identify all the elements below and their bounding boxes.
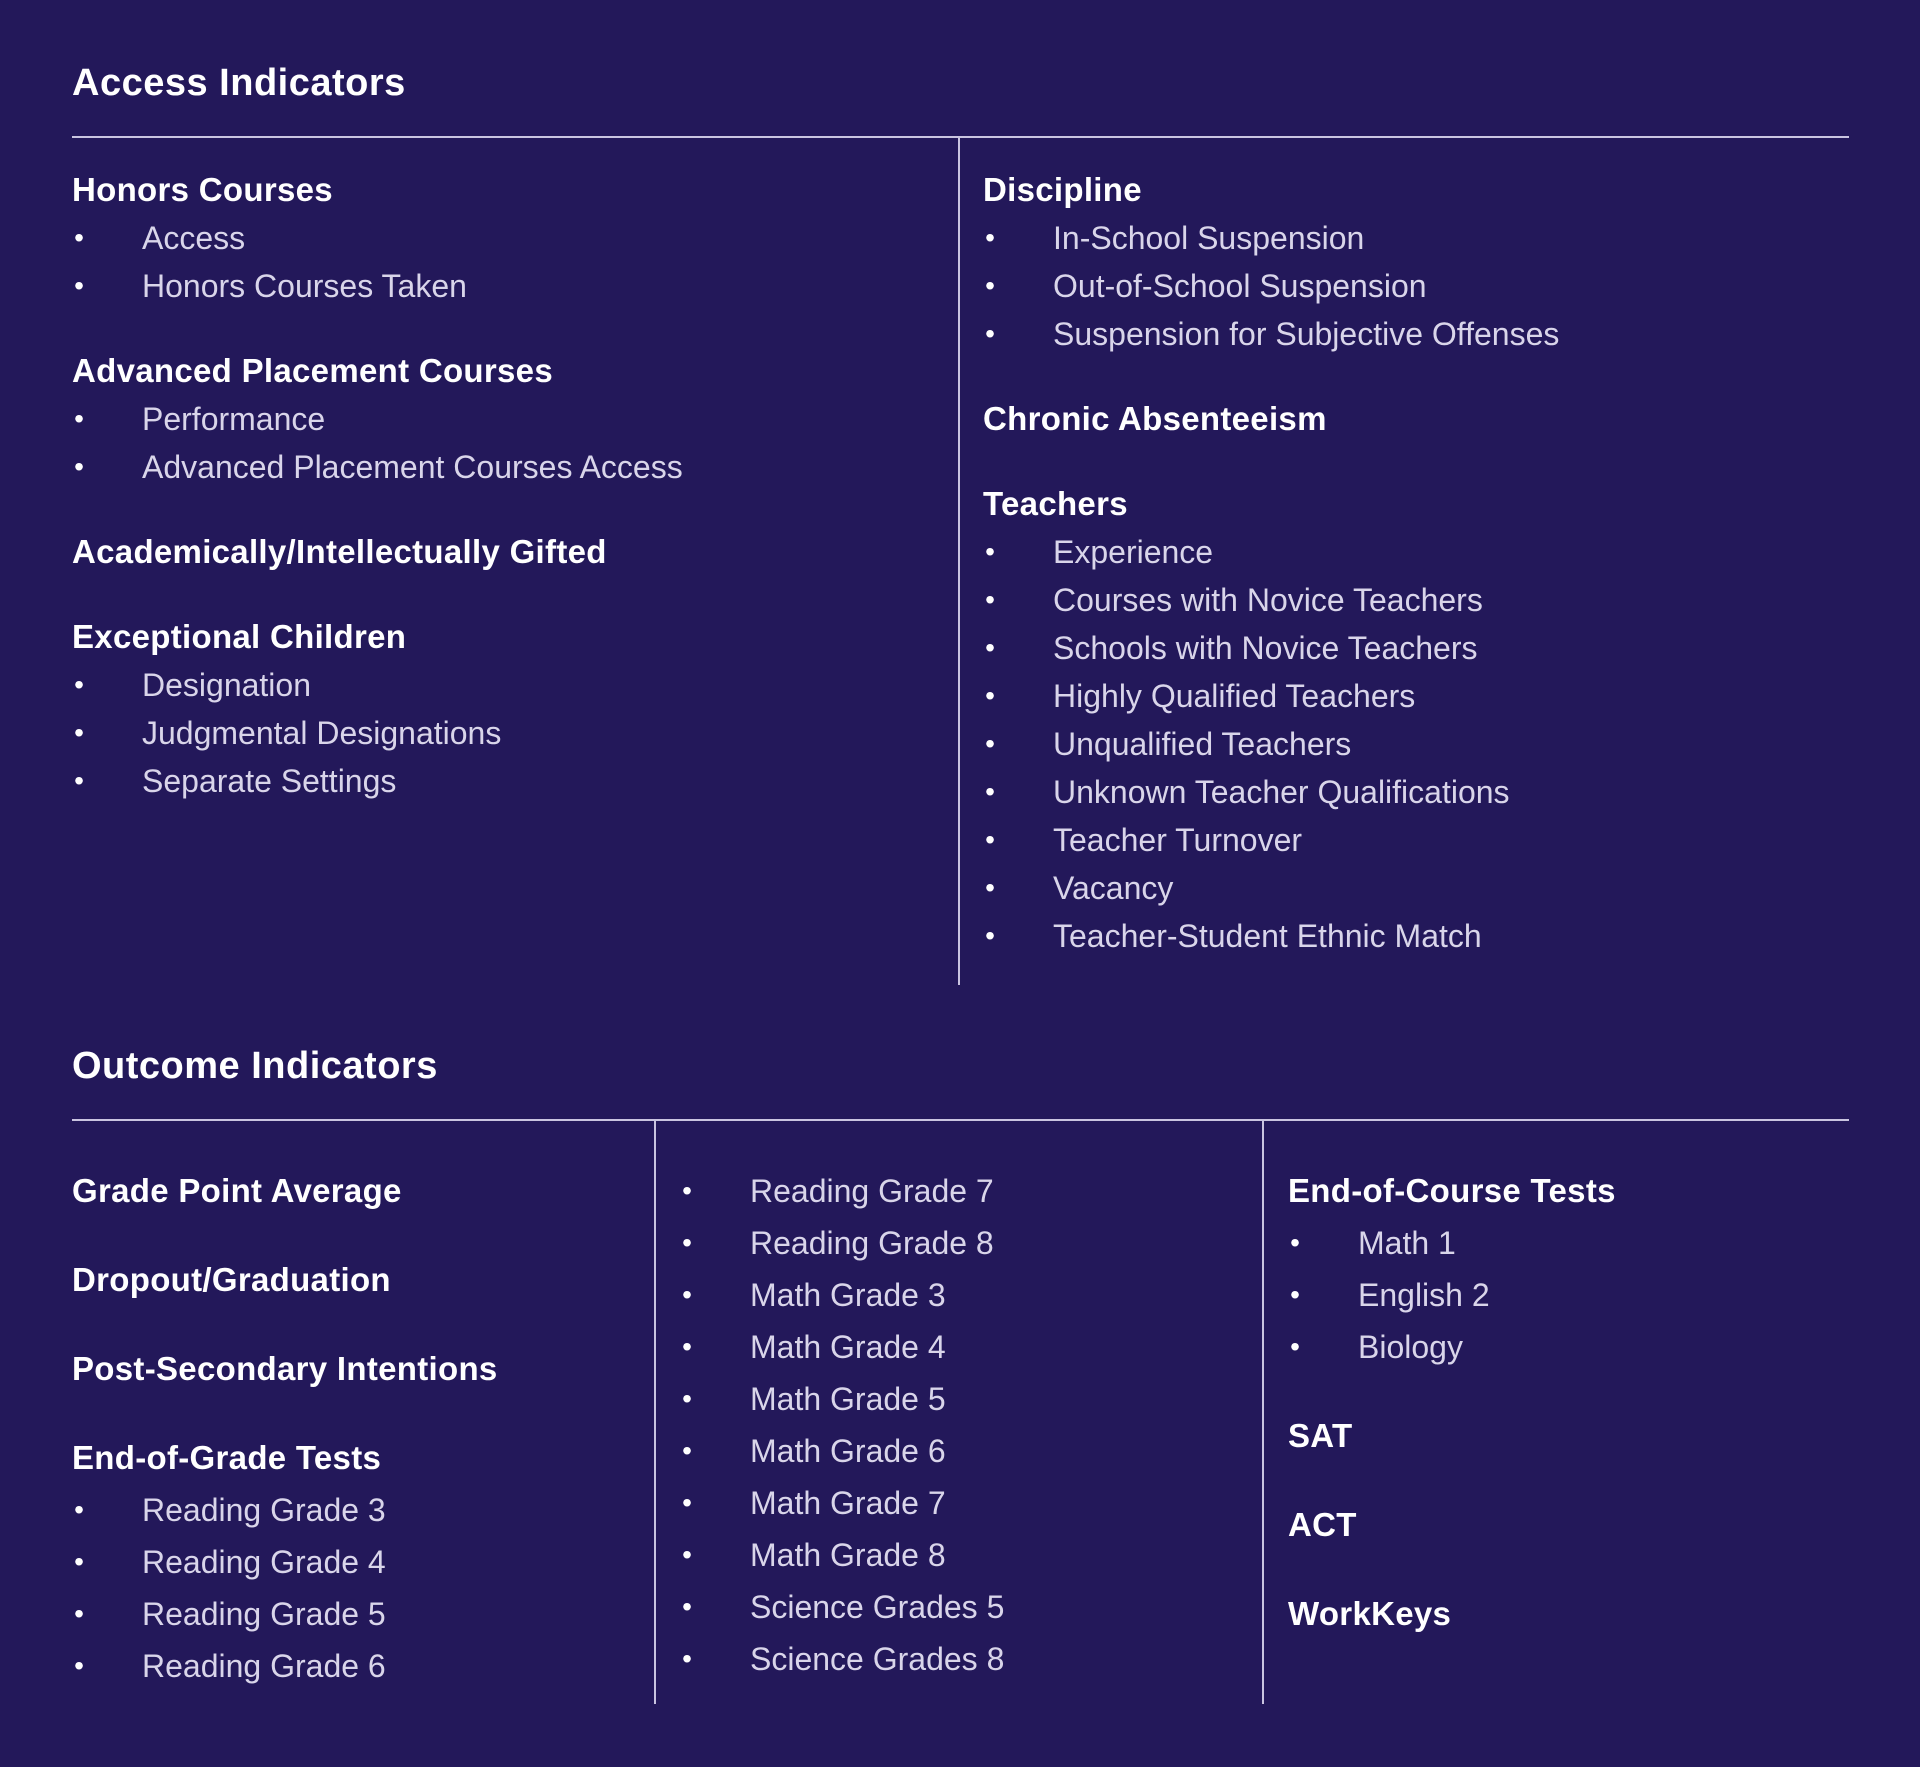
indicator-group-exceptional-children	[72, 613, 932, 805]
list-item	[72, 1588, 642, 1640]
list-item-label: Courses with Novice Teachers	[1053, 582, 1483, 618]
group-heading: Grade Point Average	[72, 1172, 402, 1209]
list-item-label: Math Grade 5	[750, 1381, 946, 1417]
indicator-list	[983, 528, 1863, 960]
list-item-label: Highly Qualified Teachers	[1053, 678, 1416, 714]
bullet-icon: •	[682, 1175, 692, 1206]
list-item	[983, 576, 1863, 624]
group-spacer	[1288, 1462, 1858, 1499]
bullet-icon: •	[985, 680, 995, 711]
list-item	[983, 768, 1863, 816]
list-item	[983, 816, 1863, 864]
list-item	[983, 310, 1863, 358]
group-heading: ACT	[1288, 1506, 1357, 1543]
bullet-icon: •	[985, 318, 995, 349]
bullet-icon: •	[985, 872, 995, 903]
list-item	[680, 1373, 1250, 1425]
list-item	[680, 1633, 1250, 1685]
list-item	[72, 1640, 642, 1692]
group-heading: Dropout/Graduation	[72, 1261, 391, 1298]
bullet-icon: •	[682, 1227, 692, 1258]
group-spacer	[983, 358, 1863, 395]
access-divider	[72, 136, 1849, 138]
bullet-icon: •	[1290, 1227, 1300, 1258]
outcome-section-title: Outcome Indicators	[72, 1045, 438, 1087]
group-heading: End-of-Course Tests	[1288, 1172, 1616, 1209]
group-heading: WorkKeys	[1288, 1595, 1452, 1632]
list-item-label: Honors Courses Taken	[142, 268, 467, 304]
bullet-icon: •	[74, 222, 84, 253]
list-item-label: Reading Grade 4	[142, 1544, 386, 1580]
group-spacer	[1288, 1373, 1858, 1410]
bullet-icon: •	[74, 765, 84, 796]
bullet-icon: •	[74, 1598, 84, 1629]
access-section-title: Access Indicators	[72, 62, 406, 104]
indicator-group-discipline	[983, 166, 1863, 358]
indicator-list	[72, 395, 932, 491]
list-item-label: Access	[142, 220, 246, 256]
group-heading: Discipline	[983, 171, 1142, 208]
list-item-label: Suspension for Subjective Offenses	[1053, 316, 1560, 352]
bullet-icon: •	[682, 1487, 692, 1518]
list-item	[680, 1269, 1250, 1321]
list-item	[72, 1536, 642, 1588]
list-item-label: Separate Settings	[142, 763, 397, 799]
list-item	[680, 1425, 1250, 1477]
list-item	[72, 1484, 642, 1536]
list-item-label: Math Grade 4	[750, 1329, 946, 1365]
list-item	[72, 757, 932, 805]
list-item	[983, 528, 1863, 576]
bullet-icon: •	[74, 1650, 84, 1681]
bullet-icon: •	[74, 403, 84, 434]
list-item-label: Vacancy	[1053, 870, 1174, 906]
bullet-icon: •	[682, 1383, 692, 1414]
list-item	[680, 1217, 1250, 1269]
bullet-icon: •	[74, 669, 84, 700]
bullet-icon: •	[74, 1546, 84, 1577]
list-item-label: Math 1	[1358, 1225, 1456, 1261]
list-item-label: Unknown Teacher Qualifications	[1053, 774, 1510, 810]
list-item-label: Designation	[142, 667, 311, 703]
list-item	[983, 624, 1863, 672]
indicator-list	[680, 1165, 1250, 1685]
bullet-icon: •	[985, 222, 995, 253]
indicator-group-teachers	[983, 480, 1863, 960]
group-heading: Exceptional Children	[72, 618, 407, 655]
group-heading: SAT	[1288, 1417, 1353, 1454]
bullet-icon: •	[1290, 1331, 1300, 1362]
bullet-icon: •	[985, 270, 995, 301]
list-item-label: Math Grade 7	[750, 1485, 946, 1521]
group-heading: Chronic Absenteeism	[983, 400, 1327, 437]
bullet-icon: •	[985, 584, 995, 615]
list-item	[1288, 1269, 1858, 1321]
outcome-column-2	[680, 1165, 1250, 1685]
access-column-divider	[958, 138, 960, 985]
group-spacer	[72, 1217, 642, 1254]
list-item-label: Teacher-Student Ethnic Match	[1053, 918, 1482, 954]
list-item-label: Biology	[1358, 1329, 1463, 1365]
bullet-icon: •	[985, 728, 995, 759]
list-item-label: English 2	[1358, 1277, 1490, 1313]
indicator-list	[72, 214, 932, 310]
bullet-icon: •	[74, 1494, 84, 1525]
bullet-icon: •	[985, 776, 995, 807]
access-left-column	[72, 166, 932, 805]
bullet-icon: •	[1290, 1279, 1300, 1310]
list-item-label: Math Grade 3	[750, 1277, 946, 1313]
list-item-label: Reading Grade 5	[142, 1596, 386, 1632]
list-item	[72, 262, 932, 310]
group-heading: Honors Courses	[72, 171, 333, 208]
bullet-icon: •	[74, 451, 84, 482]
group-spacer	[72, 310, 932, 347]
indicator-list	[1288, 1217, 1858, 1373]
indicator-group-academically-intellectually-gifted	[72, 528, 932, 576]
list-item-label: Science Grades 8	[750, 1641, 1005, 1677]
indicator-group-continued	[680, 1165, 1250, 1685]
indicator-group-grade-point-average	[72, 1165, 642, 1217]
group-spacer	[72, 1395, 642, 1432]
list-item	[72, 709, 932, 757]
bullet-icon: •	[74, 270, 84, 301]
list-item-label: Reading Grade 8	[750, 1225, 994, 1261]
list-item-label: Out-of-School Suspension	[1053, 268, 1427, 304]
bullet-icon: •	[682, 1539, 692, 1570]
group-spacer	[1288, 1551, 1858, 1588]
group-heading: Post-Secondary Intentions	[72, 1350, 498, 1387]
group-heading: Advanced Placement Courses	[72, 352, 553, 389]
list-item-label: Math Grade 8	[750, 1537, 946, 1573]
list-item-label: Judgmental Designations	[142, 715, 502, 751]
indicator-group-advanced-placement-courses	[72, 347, 932, 491]
list-item	[983, 912, 1863, 960]
list-item	[72, 214, 932, 262]
access-right-column	[983, 166, 1863, 960]
list-item-label: Teacher Turnover	[1053, 822, 1303, 858]
list-item	[680, 1321, 1250, 1373]
outcome-column-divider-2	[1262, 1121, 1264, 1704]
list-item	[680, 1477, 1250, 1529]
list-item	[983, 864, 1863, 912]
bullet-icon: •	[682, 1331, 692, 1362]
indicator-group-act	[1288, 1499, 1858, 1551]
list-item-label: Reading Grade 3	[142, 1492, 386, 1528]
group-spacer	[72, 576, 932, 613]
bullet-icon: •	[74, 717, 84, 748]
indicator-group-end-of-grade-tests	[72, 1432, 642, 1692]
list-item-label: In-School Suspension	[1053, 220, 1365, 256]
group-spacer	[72, 491, 932, 528]
indicator-group-end-of-course-tests	[1288, 1165, 1858, 1373]
indicator-group-workkeys	[1288, 1588, 1858, 1640]
group-heading: End-of-Grade Tests	[72, 1439, 382, 1476]
list-item-label: Unqualified Teachers	[1053, 726, 1352, 762]
list-item	[1288, 1321, 1858, 1373]
list-item	[983, 214, 1863, 262]
bullet-icon: •	[682, 1435, 692, 1466]
outcome-divider	[72, 1119, 1849, 1121]
indicator-list	[72, 1484, 642, 1692]
list-item-label: Reading Grade 6	[142, 1648, 386, 1684]
list-item	[72, 443, 932, 491]
bullet-icon: •	[985, 920, 995, 951]
list-item-label: Schools with Novice Teachers	[1053, 630, 1478, 666]
list-item	[680, 1529, 1250, 1581]
list-item-label: Science Grades 5	[750, 1589, 1005, 1625]
indicator-group-sat	[1288, 1410, 1858, 1462]
list-item-label: Reading Grade 7	[750, 1173, 994, 1209]
outcome-column-divider-1	[654, 1121, 656, 1704]
list-item-label: Performance	[142, 401, 326, 437]
indicator-group-post-secondary-intentions	[72, 1343, 642, 1395]
indicator-list	[72, 661, 932, 805]
group-spacer	[983, 443, 1863, 480]
bullet-icon: •	[985, 824, 995, 855]
list-item-label: Advanced Placement Courses Access	[142, 449, 683, 485]
group-heading: Academically/Intellectually Gifted	[72, 533, 607, 570]
list-item	[72, 661, 932, 709]
bullet-icon: •	[682, 1591, 692, 1622]
list-item	[983, 262, 1863, 310]
indicator-group-honors-courses	[72, 166, 932, 310]
group-heading: Teachers	[983, 485, 1128, 522]
list-item-label: Math Grade 6	[750, 1433, 946, 1469]
indicator-group-dropout-graduation	[72, 1254, 642, 1306]
bullet-icon: •	[985, 632, 995, 663]
outcome-column-1	[72, 1165, 642, 1692]
group-spacer	[72, 1306, 642, 1343]
bullet-icon: •	[985, 536, 995, 567]
bullet-icon: •	[682, 1643, 692, 1674]
indicator-group-chronic-absenteeism	[983, 395, 1863, 443]
list-item	[983, 672, 1863, 720]
list-item	[680, 1581, 1250, 1633]
list-item	[72, 395, 932, 443]
list-item-label: Experience	[1053, 534, 1214, 570]
indicator-list	[983, 214, 1863, 358]
list-item	[1288, 1217, 1858, 1269]
list-item	[680, 1165, 1250, 1217]
outcome-column-3	[1288, 1165, 1858, 1640]
bullet-icon: •	[682, 1279, 692, 1310]
list-item	[983, 720, 1863, 768]
